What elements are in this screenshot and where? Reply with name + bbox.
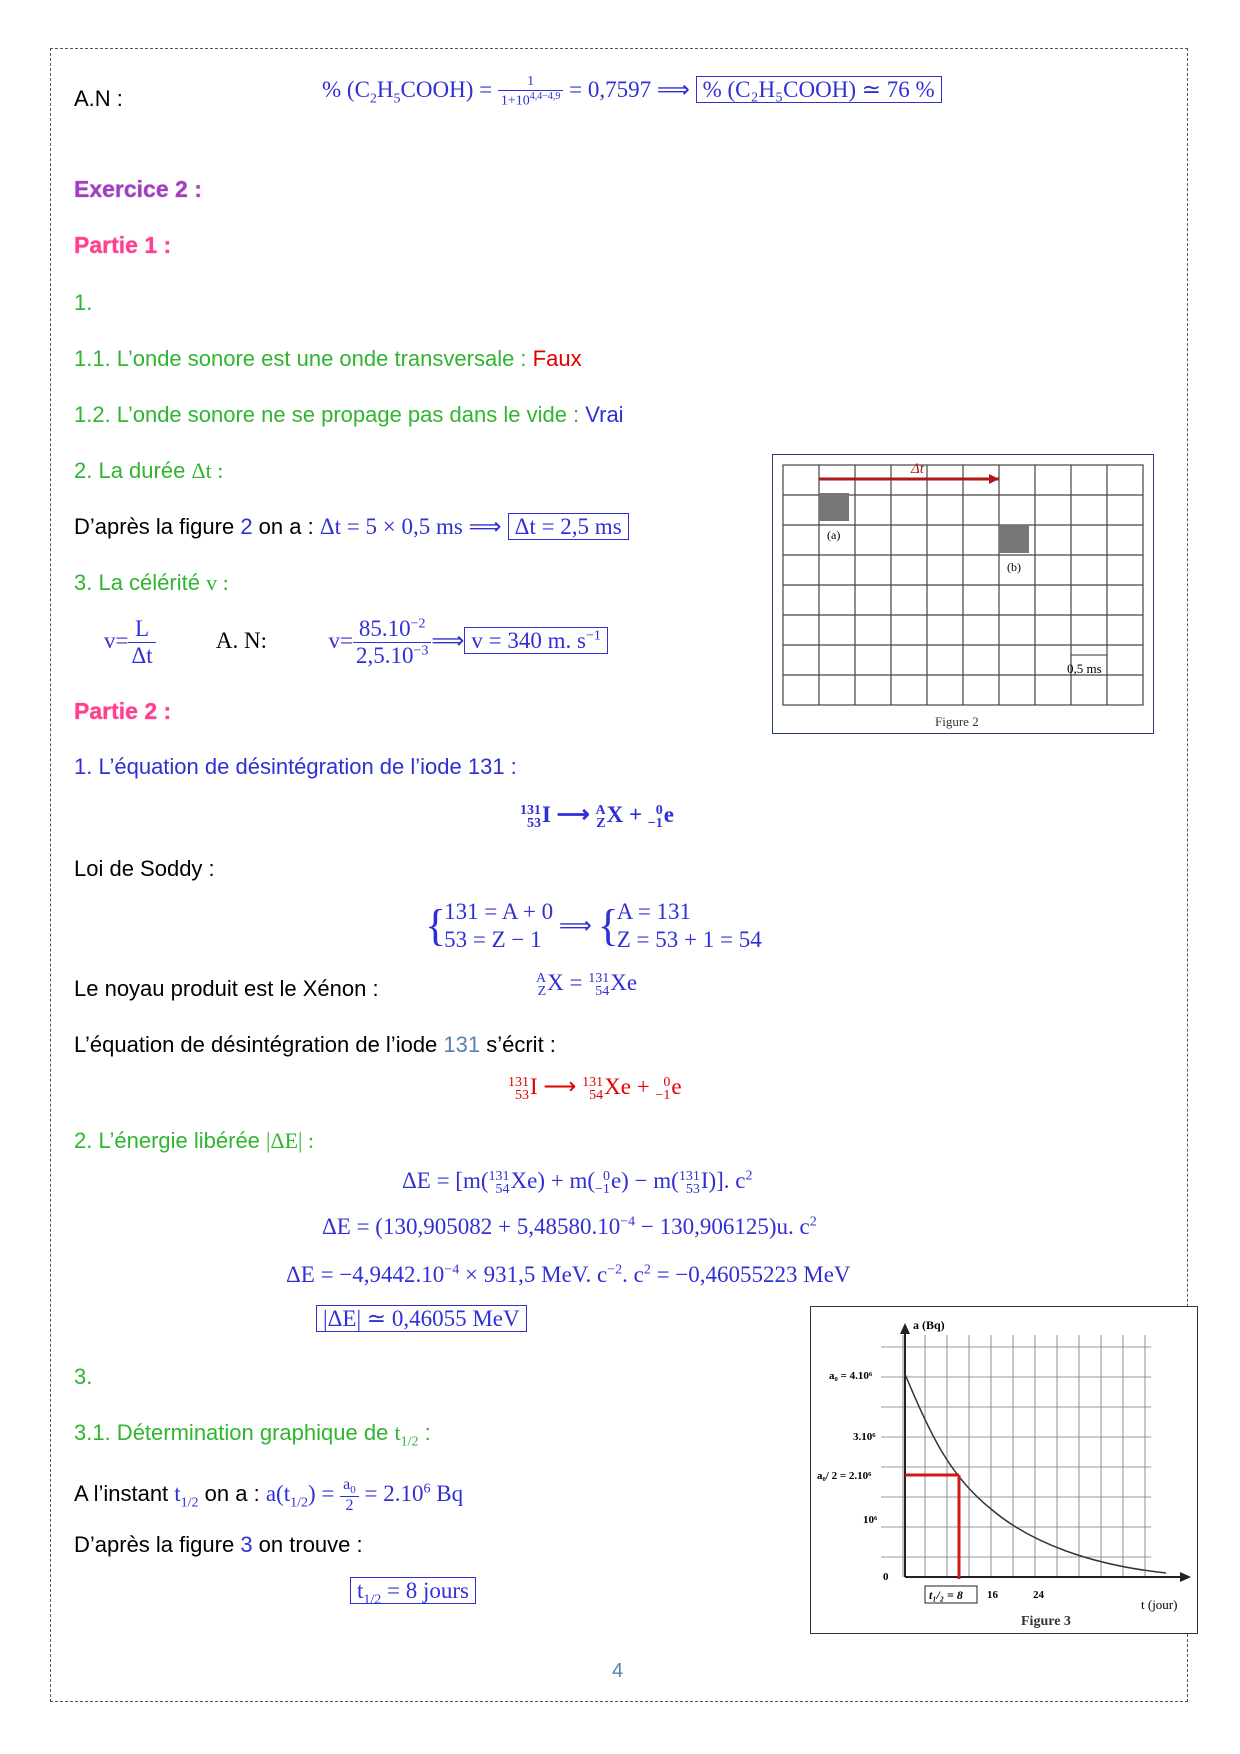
soddy-system: {131 = A + 0 53 = Z − 1 ⟹ {A = 131 Z = 53 + 1 = 54 bbox=[425, 899, 762, 952]
half-life-result bbox=[350, 1578, 476, 1609]
decay-equation-general: 131 53I ⟶ A ZX + 0 −1e bbox=[520, 802, 674, 831]
figure-2 bbox=[772, 454, 1154, 734]
fig3-y-0: 0 bbox=[883, 1571, 889, 1583]
q3: 3. La célérité v : bbox=[74, 570, 229, 595]
energy-result-box: |ΔE| ≃ 0,46055 MeV bbox=[316, 1305, 527, 1332]
energy-line2: $\Delta E = (130,905082 + 5,48580.10^{-4} - 130,906125)u$. $c^2$ bbox=[322, 1214, 817, 1239]
fig2-label-b: (b) bbox=[1007, 560, 1021, 574]
fig2-caption: Figure 2 bbox=[935, 714, 979, 729]
instant-line: A l’instant $t_{1/2}$ on a : $a(t_{1/2})$ = $\frac{a_0}{2}$ = $2.10^6$ Bq bbox=[74, 1476, 464, 1515]
q11: 1.1. L’onde sonore est une onde transversale : Faux bbox=[74, 346, 582, 371]
fig3-y-a0: a₀ = 4.10⁶ bbox=[829, 1370, 873, 1382]
fig3-y-1: 10⁶ bbox=[863, 1514, 878, 1526]
p2q31: 3.1. Détermination graphique de $t_{1/2}$ : bbox=[74, 1420, 431, 1450]
q12: 1.2. L’onde sonore ne se propage pas dans le vide : Vrai bbox=[74, 402, 624, 427]
activity-graph bbox=[811, 1307, 1197, 1633]
partie2-title: Partie 2 : bbox=[74, 698, 172, 724]
fig2-label-a: (a) bbox=[827, 528, 841, 542]
an-equation: % $(C_2H_5COOH)$ = $\frac{1}{1+10^{4,4-4,9}}$ = 0,7597 ⟹ % (C₂H₅COOH) ≃ 76 % bbox=[322, 74, 942, 110]
half-life-result-box: $t_{1/2} = 8$ jours bbox=[350, 1577, 476, 1604]
an-label: A.N : bbox=[74, 86, 123, 111]
fig2-scale-label: 0,5 ms bbox=[1067, 661, 1102, 676]
fig3-intro: D’après la figure 3 on trouve : bbox=[74, 1532, 363, 1557]
an-result-box: % (C₂H₅COOH) ≃ 76 % bbox=[696, 76, 942, 103]
v-result-box: v = 340 m. $s^{-1}$ bbox=[464, 627, 607, 654]
noyau-label: Le noyau produit est le Xénon : bbox=[74, 976, 379, 1001]
fig3-xlabel: t (jour) bbox=[1141, 1597, 1178, 1612]
partie1-title: Partie 1 : bbox=[74, 232, 172, 258]
fig3-ylabel: a (Bq) bbox=[913, 1318, 945, 1332]
q3-answer: v= $\frac{L}{\Delta t}$ A. N: v= $\frac{85.10^{-2}}{2,5.10^{-3}}$ ⟹ v = 340 m. $s^{-1}$ bbox=[104, 616, 608, 669]
q2-answer: D’après la figure 2 on a : Δt = 5 × 0,5 ms ⟹ Δt = 2,5 ms bbox=[74, 514, 629, 540]
fig3-x-16: 16 bbox=[987, 1589, 998, 1601]
p2q1: 1. L’équation de désintégration de l’iode 131 : bbox=[74, 754, 517, 779]
fig3-y-3: 3.10⁶ bbox=[853, 1431, 876, 1443]
soddy-label: Loi de Soddy : bbox=[74, 856, 215, 881]
q2: 2. La durée Δt : bbox=[74, 458, 224, 483]
energy-line1: ΔE = [m(131 54Xe) + m( 0 −1e) − m(131 53I)]. $c^2$ bbox=[402, 1168, 753, 1197]
fig3-x-half: t₁/₂ = 8 bbox=[929, 1588, 963, 1602]
fig3-x-24: 24 bbox=[1033, 1589, 1044, 1601]
fig2-dt-label: Δt bbox=[911, 461, 924, 477]
fig3-caption: Figure 3 bbox=[1021, 1614, 1071, 1629]
xenon-id: A ZX = 131 54Xe bbox=[536, 970, 638, 999]
dt-result-box: Δt = 2,5 ms bbox=[508, 513, 629, 540]
figure-3 bbox=[810, 1306, 1198, 1634]
energy-line3: $\Delta E = -4,9442.10^{-4} \times 931,5$ MeV. $c^{-2}$. $c^2 = -0,46055223$ MeV bbox=[286, 1262, 851, 1287]
page-number: 4 bbox=[612, 1660, 624, 1682]
exercice-title: Exercice 2 : bbox=[74, 176, 202, 202]
q1: 1. bbox=[74, 290, 93, 315]
decay-equation-final: 131 53I ⟶ 131 54Xe + 0 −1e bbox=[508, 1074, 682, 1103]
pulse-b bbox=[999, 525, 1029, 553]
equation-intro: L’équation de désintégration de l’iode 131 s’écrit : bbox=[74, 1032, 556, 1057]
energy-result bbox=[316, 1306, 527, 1332]
p2q2: 2. L’énergie libérée |ΔE| : bbox=[74, 1128, 315, 1153]
pulse-a bbox=[819, 493, 849, 521]
p2q3: 3. bbox=[74, 1364, 93, 1389]
oscilloscope-screen bbox=[773, 455, 1153, 733]
fig3-y-half: a₀/ 2 = 2.10⁶ bbox=[817, 1470, 872, 1482]
